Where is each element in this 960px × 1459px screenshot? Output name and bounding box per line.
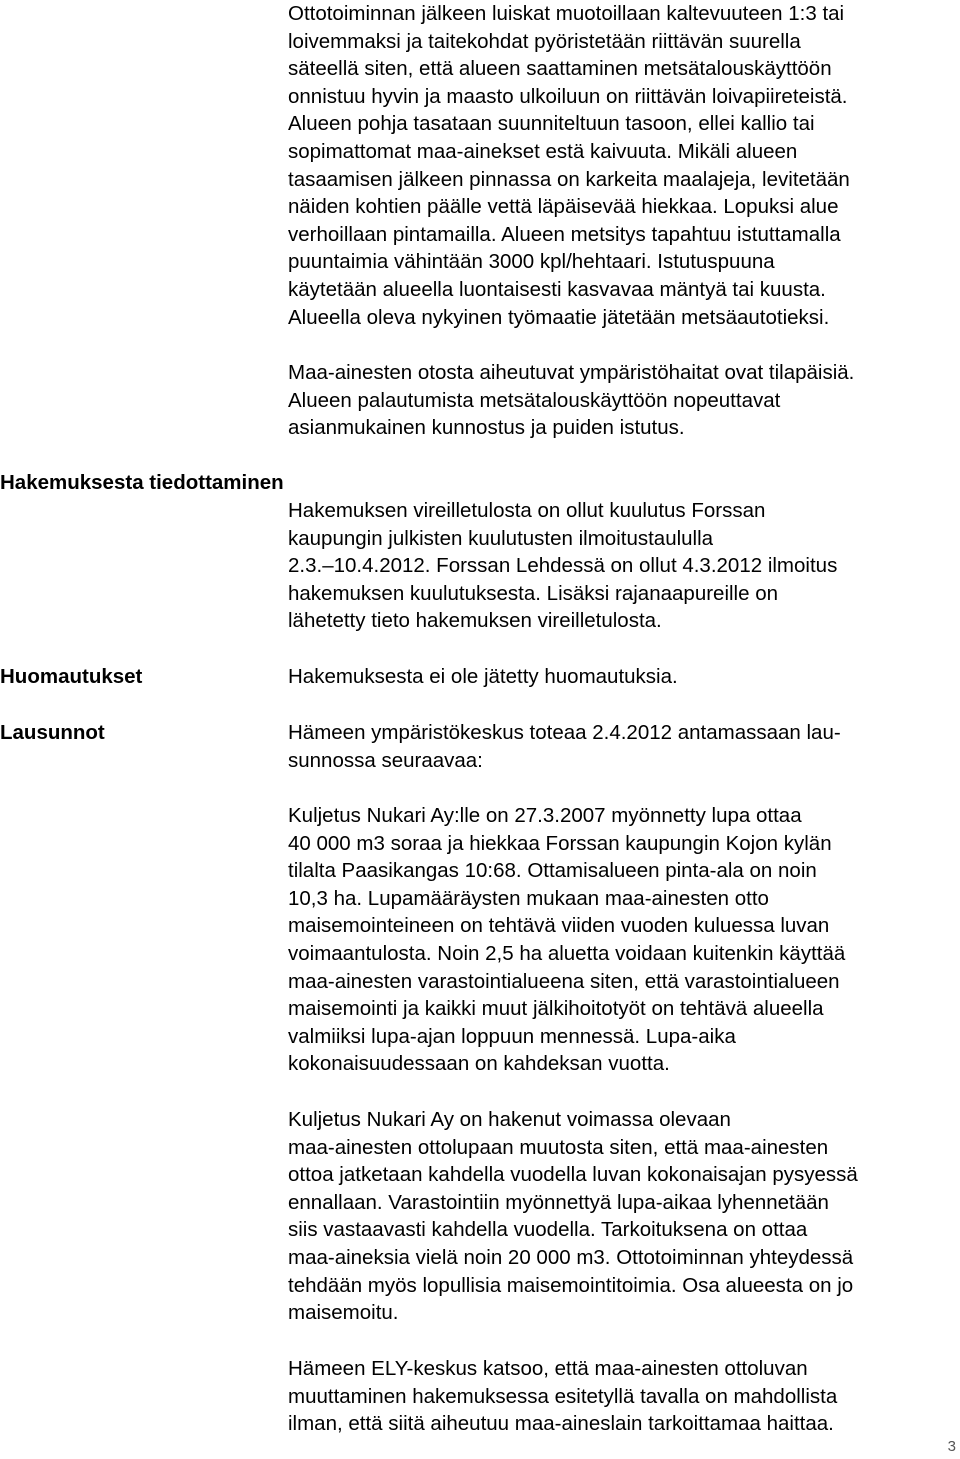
- text-line: Ottotoiminnan jälkeen luiskat muotoillaan kaltevuuteen 1:3 tai: [288, 2, 845, 25]
- text-line: onnistuu hyvin ja maasto ulkoiluun on riittävän loivapiireteistä.: [288, 84, 848, 108]
- statements-heading: Lausunnot: [0, 721, 105, 744]
- text-line: Alueen pohja tasataan suunniteltuun tasoon, ellei kallio tai: [288, 112, 815, 136]
- text-line: ilman, että siitä aiheutuu maa-aineslain tarkoittamaa haittaa.: [288, 1412, 834, 1436]
- text-line: Hämeen ELY-keskus katsoo, että maa-ainesten ottoluvan: [288, 1357, 808, 1380]
- ely-paragraph: [288, 1355, 960, 1438]
- text-line: ottoa jatketaan kahdella vuodella luvan kokonaisajan pysyessä: [288, 1163, 858, 1187]
- text-line: tasaamisen jälkeen pinnassa on karkeita maalajeja, levitetään: [288, 167, 850, 191]
- text-line: puuntaimia vähintään 3000 kpl/hehtaari. Istutuspuuna: [288, 250, 775, 274]
- text-line: Hämeen ympäristökeskus toteaa 2.4.2012 antamassaan lau-: [288, 721, 841, 744]
- text-line: käytetään alueella luontaisesti kasvavaa mäntyä tai kuusta.: [288, 277, 826, 301]
- text-line: Maa-ainesten otosta aiheutuvat ympäristöhaitat ovat tilapäisiä.: [288, 361, 855, 384]
- remarks-heading: Huomautukset: [0, 665, 143, 688]
- text-line: lähetetty tieto hakemuksen vireilletulosta.: [288, 609, 662, 633]
- text-line: maisemointeineen on tehtävä viiden vuoden kuluessa luvan: [288, 914, 830, 938]
- text-line: Alueen palautumista metsätalouskäyttöön nopeuttavat: [288, 388, 781, 412]
- text-line: tehdään myös lopullisia maisemointitoimia. Osa alueesta on jo: [288, 1273, 854, 1297]
- text-line: maa-ainesten varastointialueena siten, että varastointialueen: [288, 969, 840, 993]
- text-line: kokonaisuudessaan on kahdeksan vuotta.: [288, 1052, 670, 1076]
- text-line: valmiiksi lupa-ajan loppuun mennessä. Lupa-aika: [288, 1024, 736, 1048]
- remarks-paragraph: [288, 663, 960, 691]
- text-line: loivemmaksi ja taitekohdat pyöristetään riittävän suurella: [288, 29, 801, 53]
- text-line: Alueella oleva nykyinen työmaatie jätetään metsäautotieksi.: [288, 305, 830, 329]
- text-line: Hakemuksesta ei ole jätetty huomautuksia.: [288, 665, 678, 688]
- text-line: 10,3 ha. Lupamääräysten mukaan maa-ainesten otto: [288, 886, 769, 910]
- text-line: Kuljetus Nukari Ay:lle on 27.3.2007 myönnetty lupa ottaa: [288, 804, 802, 827]
- permit-paragraph: [288, 802, 960, 1078]
- text-line: verhoillaan pintamailla. Alueen metsitys tapahtuu istuttamalla: [288, 222, 841, 246]
- page-number: 3: [947, 1438, 956, 1455]
- text-line: 40 000 m3 soraa ja hiekkaa Forssan kaupungin Kojon kylän: [288, 831, 832, 855]
- text-line: ennallaan. Varastointiin myönnettyä lupa-aikaa lyhennetään: [288, 1190, 829, 1214]
- notification-heading: Hakemuksesta tiedottaminen: [0, 471, 284, 494]
- text-line: maa-aineksia vielä noin 20 000 m3. Ottotoiminnan yhteydessä: [288, 1245, 854, 1269]
- statements-paragraph: [288, 719, 960, 774]
- text-line: voimaantulosta. Noin 2,5 ha aluetta voidaan kuitenkin käyttää: [288, 941, 846, 965]
- impacts-paragraph: [288, 359, 960, 442]
- text-line: maisemoitu.: [288, 1301, 399, 1325]
- text-line: Kuljetus Nukari Ay on hakenut voimassa olevaan: [288, 1108, 731, 1131]
- text-line: asianmukainen kunnostus ja puiden istutus.: [288, 416, 685, 440]
- text-line: Hakemuksen vireilletulosta on ollut kuulutus Forssan: [288, 499, 766, 522]
- text-line: tilalta Paasikangas 10:68. Ottamisalueen pinta-ala on noin: [288, 859, 817, 883]
- text-line: näiden kohtien päälle vettä läpäisevää hiekkaa. Lopuksi alue: [288, 195, 839, 219]
- text-line: siis vastaavasti kahdella vuodella. Tarkoituksena on ottaa: [288, 1218, 808, 1242]
- text-line: sopimattomat maa-ainekset estä kaivuuta. Mikäli alueen: [288, 139, 798, 163]
- text-line: hakemuksen kuulutuksesta. Lisäksi rajanaapureille on: [288, 581, 779, 605]
- text-line: maa-ainesten ottolupaan muutosta siten, että maa-ainesten: [288, 1135, 829, 1159]
- application-paragraph: [288, 1106, 960, 1327]
- notification-paragraph: [288, 497, 960, 635]
- text-line: säteellä siten, että alueen saattaminen metsätalouskäyttöön: [288, 57, 832, 81]
- text-line: maisemointi ja kaikki muut jälkihoitotyöt on tehtävä alueella: [288, 997, 824, 1021]
- text-line: kaupungin julkisten kuulutusten ilmoitustaululla: [288, 526, 714, 550]
- text-line: 2.3.–10.4.2012. Forssan Lehdessä on ollut 4.3.2012 ilmoitus: [288, 554, 838, 578]
- text-line: sunnossa seuraavaa:: [288, 748, 483, 772]
- text-line: muuttaminen hakemuksessa esitetyllä tavalla on mahdollista: [288, 1384, 838, 1408]
- intro-paragraph: [288, 0, 960, 331]
